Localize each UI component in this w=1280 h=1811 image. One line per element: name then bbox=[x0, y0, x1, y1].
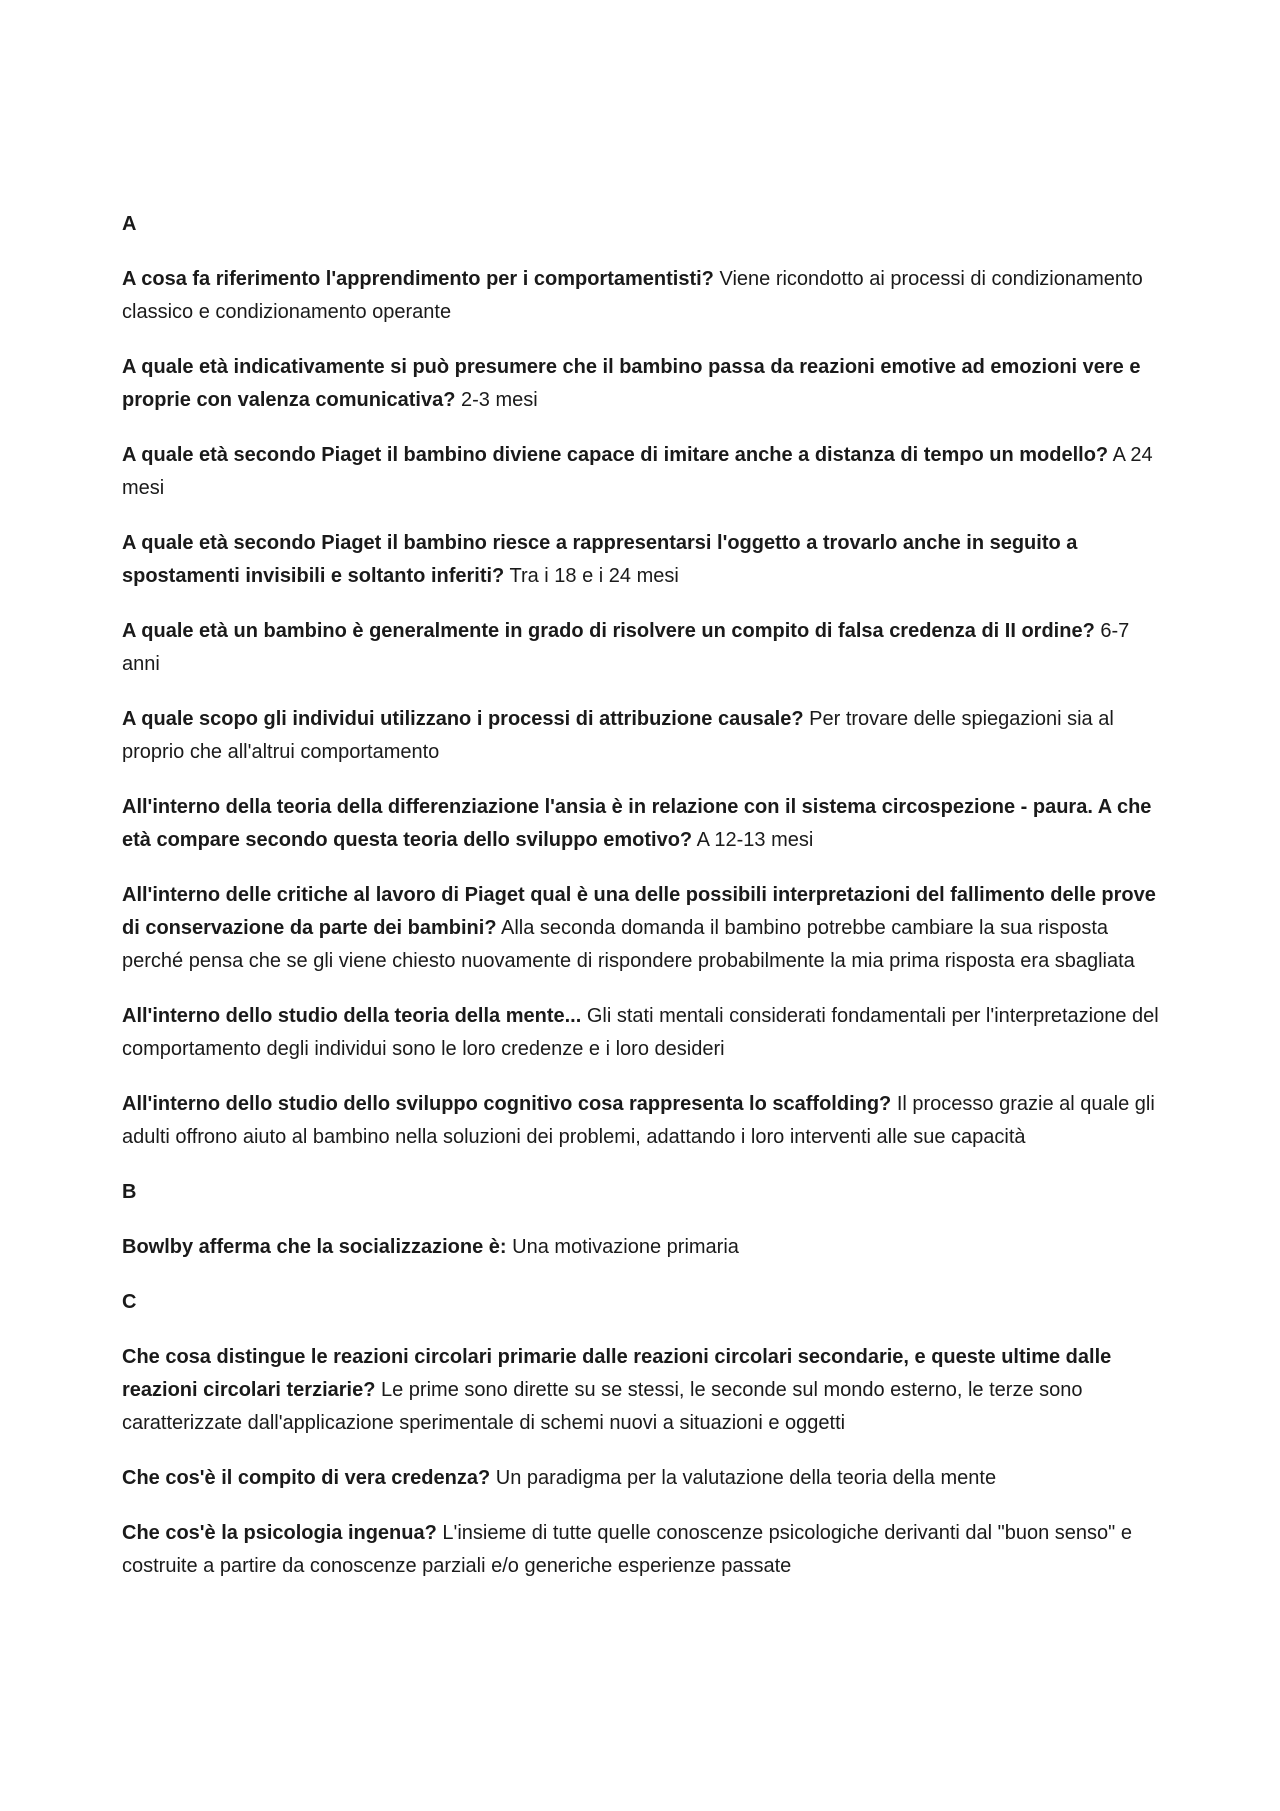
qa-entry bbox=[122, 703, 1172, 769]
question-text: Che cos'è la psicologia ingenua? bbox=[122, 1522, 437, 1544]
question-text: All'interno dello studio dello sviluppo cognitivo cosa rappresenta lo scaffolding? bbox=[122, 1093, 892, 1115]
question-text: All'interno delle critiche al lavoro di Piaget qual è una delle possibili interpretazioni del fallimento delle prove di conservazione da parte dei bambini? bbox=[122, 884, 1156, 939]
answer-text: Gli stati mentali considerati fondamentali per l'interpretazione del comportamento degli individui sono le loro credenze e i loro desideri bbox=[122, 1005, 1159, 1060]
question-text: Bowlby afferma che la socializzazione è: bbox=[122, 1236, 507, 1258]
qa-entry bbox=[122, 615, 1172, 681]
answer-text: Viene ricondotto ai processi di condizionamento classico e condizionamento operante bbox=[122, 268, 1143, 323]
qa-entry bbox=[122, 879, 1172, 978]
qa-entry bbox=[122, 1341, 1172, 1440]
question-text: A quale età un bambino è generalmente in grado di risolvere un compito di falsa credenza di II ordine? bbox=[122, 620, 1095, 642]
section-heading-b: B bbox=[122, 1181, 137, 1203]
qa-entry bbox=[122, 351, 1172, 417]
answer-text: Tra i 18 e i 24 mesi bbox=[509, 565, 679, 587]
qa-entry bbox=[122, 527, 1172, 593]
section-heading-a: A bbox=[122, 213, 137, 235]
answer-text: Una motivazione primaria bbox=[512, 1236, 739, 1258]
qa-entry bbox=[122, 1088, 1172, 1154]
qa-entry bbox=[122, 263, 1172, 329]
qa-entry bbox=[122, 1462, 1172, 1495]
answer-text: L'insieme di tutte quelle conoscenze psicologiche derivanti dal "buon senso" e costruite a partire da conoscenze parziali e/o generiche esperienze passate bbox=[122, 1522, 1132, 1577]
answer-text: A 24 mesi bbox=[122, 444, 1153, 499]
question-text: A quale scopo gli individui utilizzano i processi di attribuzione causale? bbox=[122, 708, 804, 730]
answer-text: A 12-13 mesi bbox=[696, 829, 814, 851]
question-text: A quale età indicativamente si può presumere che il bambino passa da reazioni emotive ad emozioni vere e proprie con valenza comunicativa? bbox=[122, 356, 1141, 411]
question-text: Che cosa distingue le reazioni circolari primarie dalle reazioni circolari secondarie, e queste ultime dalle reazioni circolari terziarie? bbox=[122, 1346, 1112, 1401]
answer-text: Il processo grazie al quale gli adulti offrono aiuto al bambino nella soluzioni dei problemi, adattando i loro interventi alle sue capacità bbox=[122, 1093, 1155, 1148]
qa-entry bbox=[122, 439, 1172, 505]
section-heading-c: C bbox=[122, 1291, 137, 1313]
answer-text: 6-7 anni bbox=[122, 620, 1130, 675]
answer-text: Un paradigma per la valutazione della teoria della mente bbox=[495, 1467, 997, 1489]
answer-text: Per trovare delle spiegazioni sia al proprio che all'altrui comportamento bbox=[122, 708, 1114, 763]
qa-entry bbox=[122, 1000, 1172, 1066]
question-text: A quale età secondo Piaget il bambino diviene capace di imitare anche a distanza di tempo un modello? bbox=[122, 444, 1109, 466]
question-text: All'interno dello studio della teoria della mente... bbox=[122, 1005, 582, 1027]
question-text: Che cos'è il compito di vera credenza? bbox=[122, 1467, 491, 1489]
qa-entry bbox=[122, 1517, 1172, 1583]
answer-text: Le prime sono dirette su se stessi, le seconde sul mondo esterno, le terze sono caratterizzate dall'applicazione sperimentale di schemi nuovi a situazioni e oggetti bbox=[122, 1379, 1083, 1434]
question-text: A cosa fa riferimento l'apprendimento per i comportamentisti? bbox=[122, 268, 714, 290]
answer-text: 2-3 mesi bbox=[461, 389, 538, 411]
document-page bbox=[122, 208, 1172, 1605]
qa-entry bbox=[122, 1231, 1172, 1264]
question-text: A quale età secondo Piaget il bambino riesce a rappresentarsi l'oggetto a trovarlo anche in seguito a spostamenti invisibili e soltanto inferiti? bbox=[122, 532, 1078, 587]
qa-entry bbox=[122, 791, 1172, 857]
question-text: All'interno della teoria della differenziazione l'ansia è in relazione con il sistema circospezione - paura. A che età compare secondo questa teoria dello sviluppo emotivo? bbox=[122, 796, 1152, 851]
answer-text: Alla seconda domanda il bambino potrebbe cambiare la sua risposta perché pensa che se gli viene chiesto nuovamente di rispondere probabilmente la mia prima risposta era sbagliata bbox=[122, 917, 1135, 972]
